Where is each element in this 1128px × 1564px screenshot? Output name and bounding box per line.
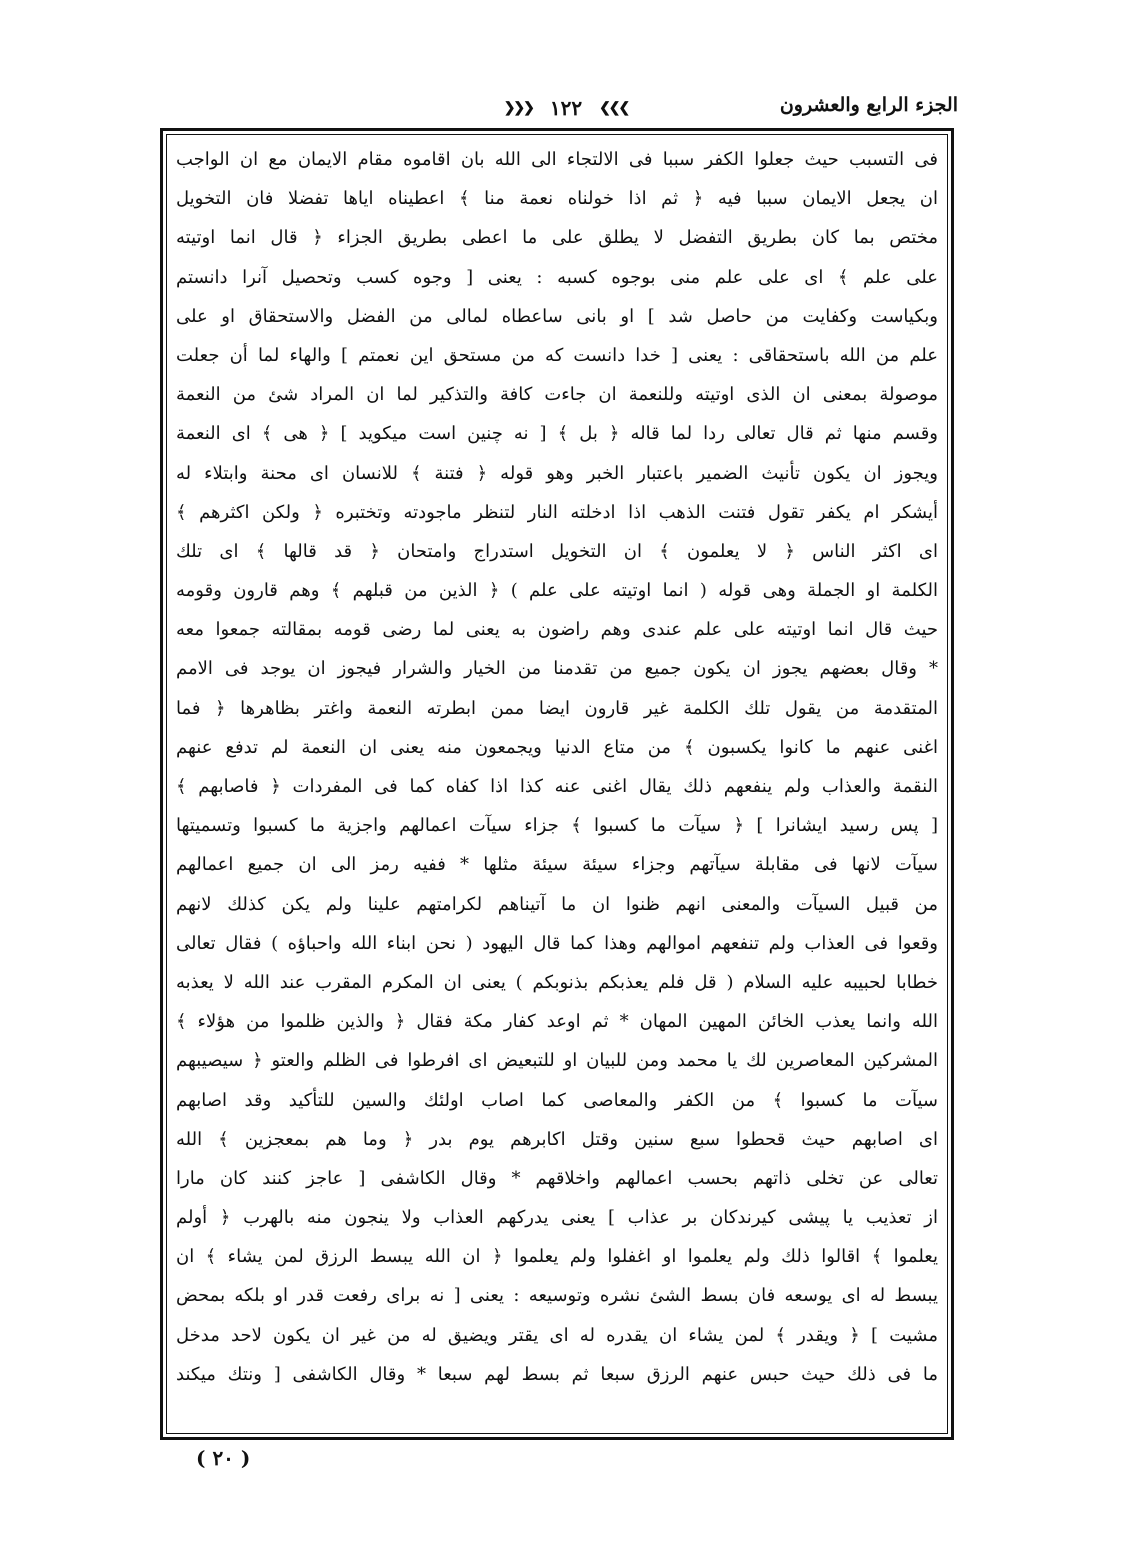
text-line: حيث قال انما اوتيته على علم عندى وهم راضون به يعنى لما رضى قومه بمقالته جمعوا معه [176, 619, 938, 641]
text-line: * وقال بعضهم يجوز ان يكون جميع من تقدمنا من الخيار والشرار فيجوز ان يوجد فى الامم [176, 658, 938, 680]
text-line: مشيت ] ﴿ ويقدر ﴾ لمن يشاء ان يقدره له اى يقتر ويضيق له من غير ان يكون لاحد مدخل [176, 1324, 938, 1346]
page-number: ١٢٢ [549, 95, 583, 120]
text-line: ويجوز ان يكون تأنيث الضمير باعتبار الخبر وهو قوله ﴿ فتنة ﴾ للانسان اى محنة وابتلاء له [176, 462, 938, 484]
text-line: من قبيل السيآت والمعنى انهم ظنوا ان ما آتيناهم لكرامتهم علينا ولم يكن كذلك لانهم [176, 893, 938, 915]
text-line: فى التسبب حيث جعلوا الكفر سببا فى الالتجاء الى الله بان اقاموه مقام الايمان مع ان الواجب [176, 149, 938, 170]
text-line: أيشكر ام يكفر تقول فتنت الذهب اذا ادخلته النار لتنظر ماجودته وتختبره ﴿ ولكن اكثرهم ﴾ [176, 501, 938, 523]
text-line: خطابا لحبيبه عليه السلام ( قل فلم يعذبكم بذنوبكم ) يعنى ان المكرم المقرب عند الله لا يعذبه [176, 971, 938, 993]
text-line: اى اصابهم حيث قحطوا سبع سنين وقتل اكابرهم يوم بدر ﴿ وما هم بمعجزين ﴾ الله [176, 1128, 938, 1150]
signature-mark: ( ٢٠ ) [196, 1446, 251, 1470]
text-line: اغنى عنهم ما كانوا يكسبون ﴾ من متاع الدنيا ويجمعون منه يعنى ان النعمة لم تدفع عنهم [176, 736, 938, 758]
text-line: النقمة والعذاب ولم ينفعهم ذلك يقال اغنى عنه كذا اذا كفاه كما فى المفردات ﴿ فاصابهم ﴾ [176, 776, 938, 797]
text-line: علم من الله باستحقاقى : يعنى [ خدا دانست كه من مستحق اين نعمتم ] والهاء لما أن جعلت [176, 344, 938, 366]
text-line: مختص بما كان بطريق التفضل لا يطلق على ما اعطى بطريق الجزاء ﴿ قال انما اوتيته [176, 227, 938, 249]
text-line: الله وانما يعذب الخائن المهين المهان * ثم اوعد كفار مكة فقال ﴿ والذين ظلموا من هؤلاء ﴾ [176, 1011, 938, 1033]
text-line: وقسم منها ثم قال تعالى ردا لما قاله ﴿ بل ﴾ [ نه چنين است ميكويد ] ﴿ هى ﴾ اى النعمة [176, 423, 938, 445]
right-ornament-icon: ❮❮❮ [599, 99, 629, 116]
text-line: سيآت ما كسبوا ﴾ من الكفر والمعاصى كما اصاب اولئك والسين للتأكيد وقد اصابهم [176, 1089, 938, 1111]
text-line: تعالى عن تخلى ذاتهم بحسب اعمالهم واخلاقهم * وقال الكاشفى [ عاجز كنند كان مارا [176, 1167, 938, 1189]
body-text [176, 140, 938, 1394]
left-ornament-icon: ❯❯❯ [503, 99, 533, 116]
text-line: على علم ﴾ اى على علم منى بوجوه كسبه : يعنى [ وجوه كسب وتحصيل آنرا دانستم [176, 266, 938, 288]
text-line: يبسط له اى يوسعه فان بسط الشئ نشره وتوسيعه : يعنى [ نه براى رفعت قدر او بلكه بمحض [176, 1285, 938, 1307]
text-line: المشركين المعاصرين لك يا محمد ومن للبيان او للتبعيض اى افرطوا فى الظلم والعتو ﴿ سيصيبهم [176, 1050, 938, 1072]
text-line: يعلموا ﴾ اقالوا ذلك ولم يعلموا او اغفلوا ولم يعلموا ﴿ ان الله يبسط الرزق لمن يشاء ﴾ ان [176, 1246, 938, 1268]
text-line: از تعذيب يا پيشى كيرندكان بر عذاب ] يعنى يدركهم العذاب ولا ينجون منه بالهرب ﴿ أولم [176, 1207, 938, 1229]
text-line: اى اكثر الناس ﴿ لا يعلمون ﴾ ان التخويل استدراج وامتحان ﴿ قد قالها ﴾ اى تلك [176, 540, 938, 562]
text-line: الكلمة او الجملة وهى قوله ( انما اوتيته على علم ) ﴿ الذين من قبلهم ﴾ وهم قارون وقومه [176, 580, 938, 602]
text-line: ان يجعل الايمان سببا فيه ﴿ ثم اذا خولناه نعمة منا ﴾ اعطيناه اياها تفضلا فان التخويل [176, 188, 938, 210]
text-line: المتقدمة من يقول تلك الكلمة غير قارون ايضا ممن ابطرته النعمة واغتر بظاهرها ﴿ فما [176, 697, 938, 719]
text-line: وقعوا فى العذاب ولم تنفعهم اموالهم وهذا كما قال اليهود ( نحن ابناء الله واحباؤه ) فقال تعالى [176, 932, 938, 954]
text-line: ما فى ذلك حيث حبس عنهم الرزق سبعا ثم بسط لهم سبعا * وقال الكاشفى [ ونتك ميكند [176, 1363, 938, 1385]
page-number-group [456, 94, 676, 120]
running-head: الجزء الرابع والعشرون [779, 94, 958, 116]
text-line: موصولة بمعنى ان الذى اوتيته وللنعمة ان جاءت كافة والتذكير لما ان المراد شئ من النعمة [176, 384, 938, 406]
text-line: سيآت لانها فى مقابلة سيآتهم وجزاء سيئة سيئة مثلها * ففيه رمز الى ان جميع اعمالهم [176, 854, 938, 876]
page-header [166, 86, 958, 130]
text-line: وبكياست وكفايت من حاصل شد ] او بانى ساعطاه لمالى من الفضل والاستحقاق او على [176, 305, 938, 327]
text-line: [ پس رسيد ايشانرا ] ﴿ سيآت ما كسبوا ﴾ جزاء سيآت اعمالهم واجزية ما كسبوا وتسميتها [176, 815, 938, 837]
